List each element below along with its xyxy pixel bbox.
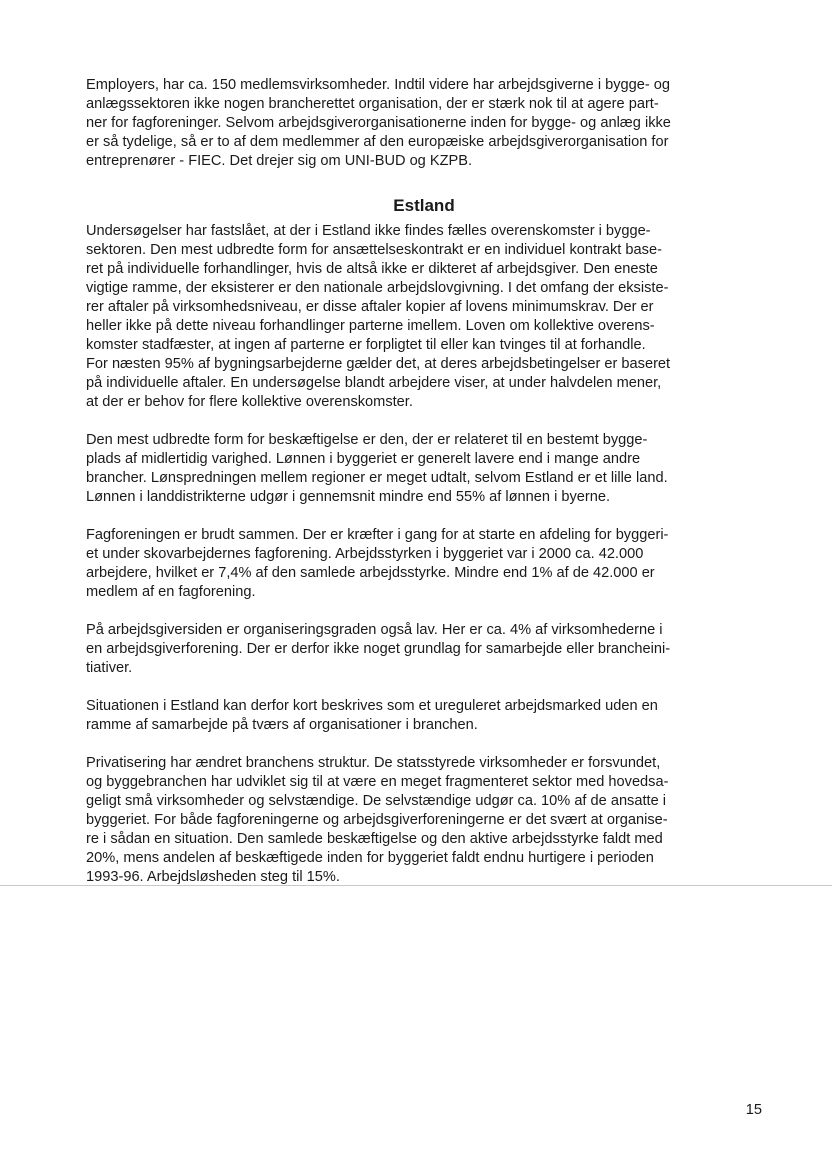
document-page: [86, 76, 762, 887]
page-number: 15: [745, 1102, 762, 1118]
section-heading: Estland: [393, 196, 455, 215]
paragraph-2: Den mest udbredte form for beskæftigelse er den, der er relateret til en bestemt bygge- plads af midlertidig varighed. Lønnen i byggeriet er generelt lavere end i mange andre brancher. Lønspredningen mellem regioner er meget udtalt, selvom Estland er et lille land. Lønnen i landdistrikterne udgør i gennemsnit mindre end 55% af lønnen i byerne.: [86, 432, 668, 505]
paragraph-4: På arbejdsgiversiden er organiseringsgraden også lav. Her er ca. 4% af virksomhederne i en arbejdsgiverforening. Der er derfor ikke noget grundlag for samarbejde eller brancheini- tiativer.: [86, 622, 671, 676]
paragraph-3: Fagforeningen er brudt sammen. Der er kræfter i gang for at starte en afdeling for byggeri- et under skovarbejdernes fagforening. Arbejdsstyrken i byggeriet var i 2000 ca. 42.000 arbejdere, hvilket er 7,4% af den samlede arbejdsstyrke. Mindre end 1% af de 42.000 er medlem af en fagforening.: [86, 527, 669, 600]
paragraph-5: Situationen i Estland kan derfor kort beskrives som et ureguleret arbejdsmarked uden en ramme af samarbejde på tværs af organisationer i branchen.: [86, 698, 658, 733]
paragraph-6: Privatisering har ændret branchens struktur. De statsstyrede virksomheder er forsvundet, og byggebranchen har udviklet sig til at være en meget fragmenteret sektor med hovedsa- geligt små virksomheder og selvstændige. De selvstændige udgør ca. 10% af de ansatte i byggeriet. For både fagforeningerne og arbejdsgiverforeningerne er det svært at organise- re i sådan en situation. Den samlede beskæftigelse og den aktive arbejdsstyrke faldt med 20%, mens andelen af beskæftigede inden for byggeriet faldt endnu hurtigere i perioden 1993-96. Arbejdsløsheden steg til 15%.: [86, 755, 669, 885]
intro-paragraph: Employers, har ca. 150 medlemsvirksomheder. Indtil videre har arbejdsgiverne i bygge- og anlægssektoren ikke nogen brancherettet organisation, der er stærk nok til at agere part- ner for fagforeninger. Selvom arbejdsgiverorganisationerne inden for bygge- og anlæg ikke er så tydelige, så er to af dem medlemmer af den europæiske arbejdsgiverorganisation for entreprenører - FIEC. Det drejer sig om UNI-BUD og KZPB.: [86, 77, 671, 169]
scan-artifact-line: [0, 885, 832, 886]
paragraph-1: Undersøgelser har fastslået, at der i Estland ikke findes fælles overenskomster i bygge- sektoren. Den mest udbredte form for ansættelseskontrakt er en individuel kontrakt base- ret på individuelle forhandlinger, hvis de altså ikke er dikteret af arbejdsgiver. Den eneste vigtige ramme, der eksisterer er den nationale arbejdslovgivning. I det omfang der eksiste- rer aftaler på virksomhedsniveau, er disse aftaler kopier af lovens minimumskrav. Der er heller ikke på dette niveau forhandlinger parterne imellem. Loven om kollektive overens- komster stadfæster, at ingen af parterne er forpligtet til eller kan tvinges til at forhandle. For næsten 95% af bygningsarbejderne gælder det, at deres arbejdsbetingelser er baseret på individuelle aftaler. En undersøgelse blandt arbejdere viser, at under halvdelen mener, at der er behov for flere kollektive overenskomster.: [86, 223, 671, 410]
